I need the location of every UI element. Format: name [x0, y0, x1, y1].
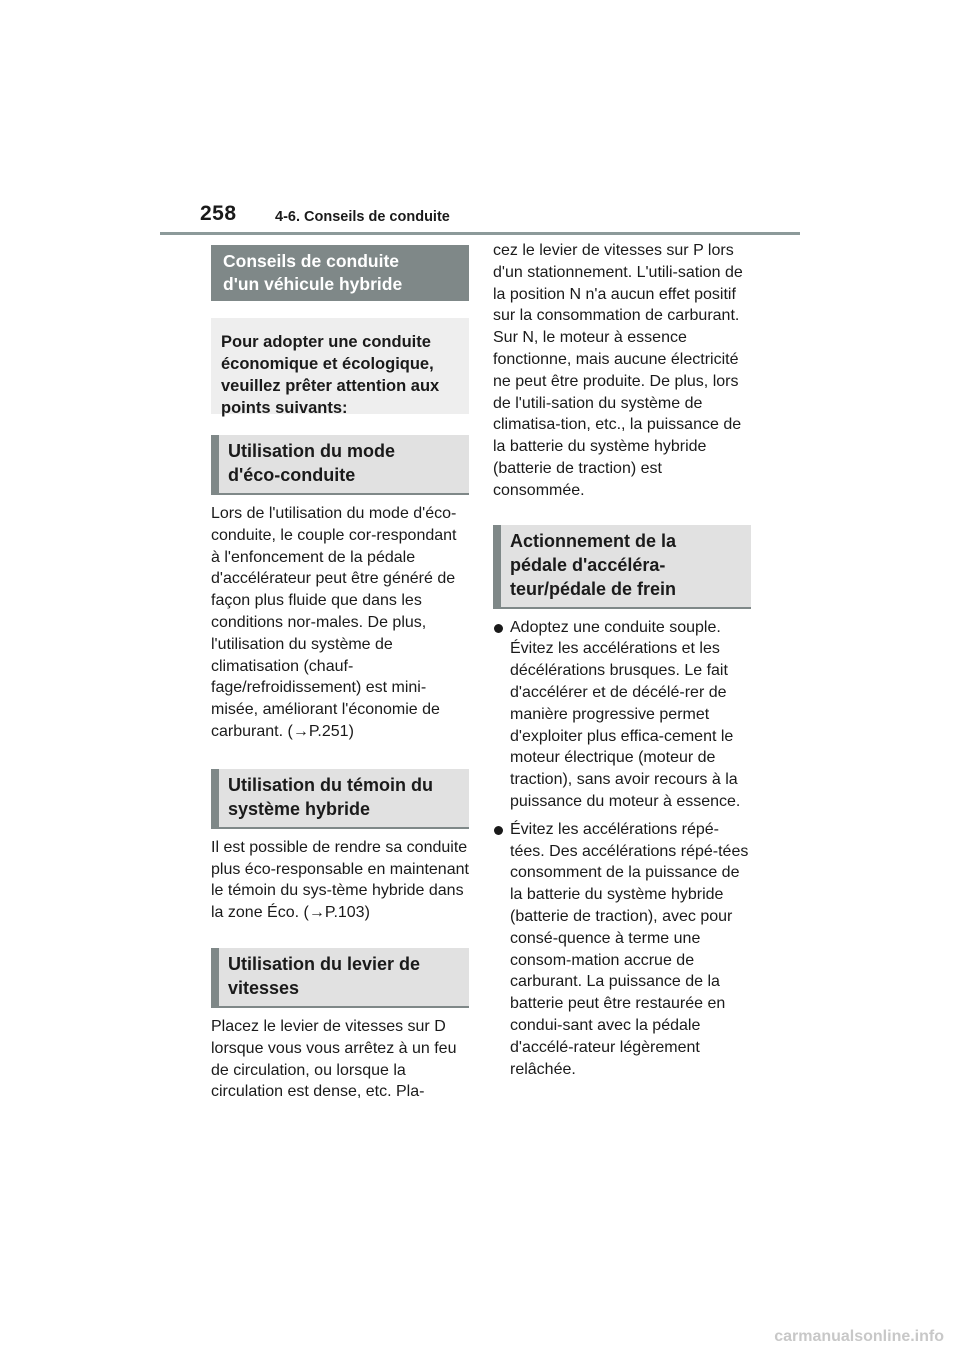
list-item-text: Adoptez une conduite souple. Évitez les accélérations et les décélérations brusques. Le fait d'accélérer et de décélé-rer de manière progressive permet d'exploiter plus effica-cement le moteur électrique (moteur de traction), sans avoir recours à la puissance du moteur à essence. [510, 618, 741, 810]
paragraph-eco-mode: Lors de l'utilisation du mode d'éco-conduite, le couple cor-respondant à l'enfoncement de la pédale d'accélérateur peut être généré de façon plus fluide que dans les conditions nor-males. De plus, l'utilisation du système de climatisation (chauf-fage/refroidissement) est mini-misée, améliorant l'économie de carburant. (→P.251) [211, 505, 457, 740]
heading-pedals [493, 525, 751, 609]
pedal-tips-list [493, 617, 751, 1081]
page-number: 258 [200, 202, 237, 225]
intro-text: Pour adopter une conduite économique et écologique, veuillez prêter attention aux points suivants: [221, 333, 440, 417]
list-item [493, 819, 751, 1081]
heading-pedals-line-3: teur/pédale de frein [510, 578, 677, 599]
heading-pedals-line-2: pédale d'accéléra- [510, 554, 666, 575]
heading-shift-lever-line-2: vitesses [228, 977, 300, 998]
heading-hybrid-indicator [211, 769, 469, 829]
paragraph-hybrid-indicator: Il est possible de rendre sa conduite plus éco-responsable en maintenant le témoin du sys-tème hybride dans la zone Éco. (→P.103) [211, 838, 469, 922]
left-column [211, 245, 469, 1103]
heading-eco-mode [211, 435, 469, 495]
bullet-icon [494, 624, 503, 633]
heading-eco-mode-line-2: d'éco-conduite [228, 465, 356, 485]
watermark: carmanualsonline.info [774, 1328, 944, 1345]
paragraph-shift-lever: Placez le levier de vitesses sur D lorsque vous vous arrêtez à un feu de circulation, ou lorsque la circulation est dense, etc. Pla- [211, 1017, 457, 1101]
paragraph-shift-lever-continued: cez le levier de vitesses sur P lors d'un stationnement. L'utili-sation de la position N n'a aucun effet positif sur la consommation de carburant. Sur N, le moteur à essence fonctionne, mais aucune électricité ne peut être produite. De plus, lors de l'utili-sation du système de climatisa-tion, etc., la puissance de la batterie du système hybride (batterie de traction) est consommée. [493, 242, 743, 499]
heading-shift-lever [211, 948, 469, 1008]
heading-shift-lever-line-1: Utilisation du levier de [228, 953, 421, 974]
list-item-text: Évitez les accélérations répé-tées. Des accélérations répé-tées consomment de la puissance de la batterie du système hybride (batterie de traction), avec pour consé-quence à terme une consom-mation accrue de carburant. La puissance de la batterie peut être restaurée en condui-sant avec la pédale d'accélé-rateur légèrement relâchée. [510, 820, 749, 1078]
heading-hybrid-indicator-line-1: Utilisation du témoin du [228, 774, 433, 795]
section-title-line-1: Conseils de conduite [223, 251, 399, 271]
bullet-icon [494, 826, 503, 835]
intro-box [211, 318, 469, 417]
section-title-box [211, 245, 469, 301]
heading-pedals-line-1: Actionnement de la [510, 530, 677, 551]
heading-hybrid-indicator-line-2: système hybride [228, 798, 371, 819]
header-divider [160, 232, 800, 235]
heading-eco-mode-line-1: Utilisation du mode [228, 441, 396, 461]
list-item [493, 617, 751, 813]
chapter-title: 4-6. Conseils de conduite [275, 209, 450, 225]
right-column [493, 240, 751, 1080]
section-title-line-2: d'un véhicule hybride [223, 274, 403, 294]
